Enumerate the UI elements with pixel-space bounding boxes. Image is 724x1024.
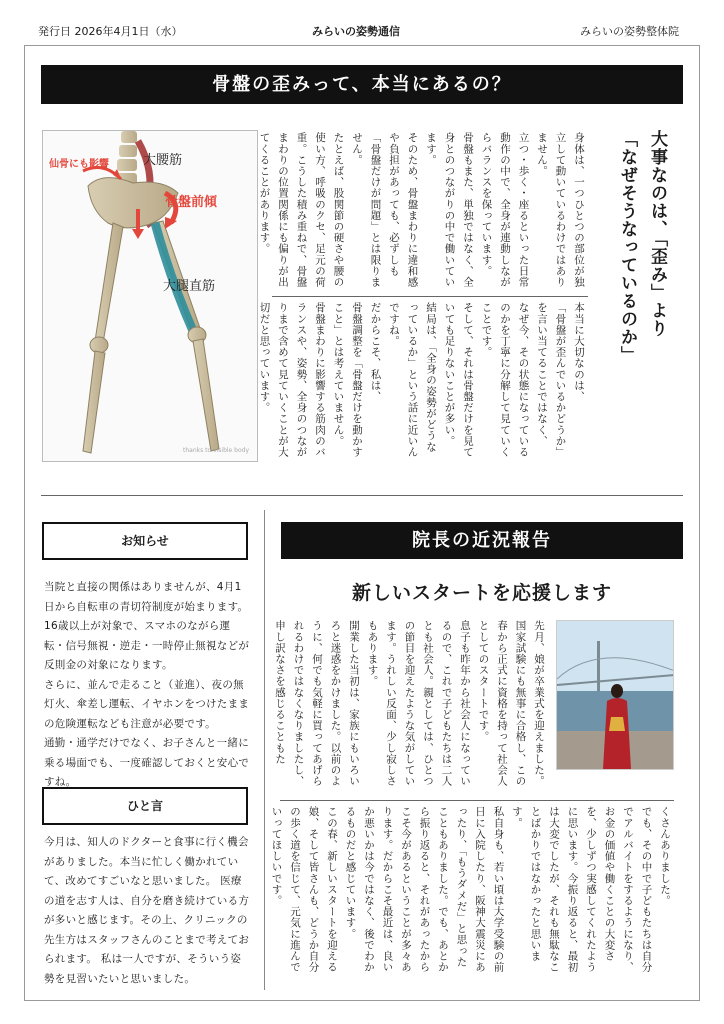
top-banner: 骨盤の歪みって、本当にあるの？ (41, 65, 683, 104)
divider-director (280, 800, 674, 801)
issue-date: 発行日 2026年4月1日（水） (38, 25, 183, 38)
director-body-upper: 先月、娘が卒業式を迎えました。国家試験にも無事に合格し、この春から正式に資格を持って社会人としてのスタートです。 息子も昨年から社会人になっているので、これで子どもたちは二人とも社会人。親としては、ひとつの節目を迎えたような気がしています。うれしい反面、少し寂しさもあります。 開業した当初は、家族にもいろいろと迷惑をかけました。以前のように、何でも気軽に買ってあげられるわけではなくなりましたし、申し訳なさを感じることもた (274, 620, 545, 787)
top-body-lower: 本当に大切なのは、 「骨盤が歪んでいるかどうか」を言い当てることではなく、 なぜ今、その状態になっているのかを丁寧に分解して見ていくことです。 そして、それは骨盤だけを見ていても足りないことが多い。 結局は、「全身の姿勢がどうなっているか」という話に近いんですね。 だからこそ、私は、 骨盤調整を「骨盤だけを動かすこと」とは考えていません。 骨盤まわりに影響する筋肉のバランスや、姿勢、全身のつながりまで含めて見ていくことが大切だと思っています。 (258, 302, 585, 458)
news-body (44, 578, 250, 793)
graduation-photo (556, 620, 674, 770)
top-body-upper: 身体は、一つひとつの部位が独立して動いているわけではありません。 立つ・歩く・座るといった日常動作の中で、全身が連動しながらバランスを保っています。 骨盤もまた、単独ではなく、全身とのつながりの中で働いています。 そのため、骨盤まわりに違和感や負担があっても、必ずしも「骨盤だけが問題」とは限りません。 たとえば、股関節の硬さや腰の使い方、呼吸のクセ、足元の荷重。こうした積み重ねで、骨盤まわりの位置関係にも偏りが出てくることがあります。 (258, 132, 585, 288)
news-box-title: お知らせ (42, 522, 248, 560)
section-divider (41, 495, 683, 496)
bridge-kimono-photo (557, 621, 674, 770)
pelvis-anatomy-illustration (43, 131, 257, 461)
column-divider (264, 510, 265, 990)
left-femur-shape (95, 223, 123, 343)
label-rectus-femoris: 大腿直筋 (163, 279, 216, 294)
label-sacrum: 仙骨にも影響 (49, 159, 109, 170)
label-psoas: 大腰筋 (143, 153, 183, 168)
news-paragraph: 当院と直接の関係はありませんが、4月1日から自転車の青切符制度が始まります。 (44, 581, 249, 613)
top-headline: 大事なのは、「歪み」より 「なぜそうなっているのか」 (617, 130, 667, 364)
label-pelvic-tilt: 骨盤前傾 (165, 195, 218, 210)
news-paragraph: さらに、並んで走ること（並進）、夜の無灯火、傘差し運転、イヤホンをつけたままの危険運転なども注意が必要です。 (44, 678, 250, 730)
right-shin-shape (193, 339, 219, 451)
pelvis-figure (42, 130, 258, 462)
news-paragraph: 通勤・通学だけでなく、お子さんと一緒に乗る場面でも、一度確認しておくと安心ですね。 (44, 737, 250, 788)
newsletter-title: みらいの姿勢通信 (312, 25, 400, 38)
word-box-title: ひと言 (42, 787, 248, 825)
director-banner: 院長の近況報告 (281, 522, 683, 559)
figure-credit: thanks to visible body (183, 447, 249, 454)
divider-top (272, 296, 588, 297)
word-body (44, 833, 250, 989)
word-paragraph: 今月は、知人のドクターと食事に行く機会がありました。本当に忙しく働かれていて、改めてすごいなと思いました。 医療の道を志す人は、自分を磨き続けている方が多いと感じます。その上、クリニックの先生方はスタッフさんのことまで考えておられます。 私は一人ですが、そういう姿勢を見習いたいと思いました。 (44, 836, 250, 985)
left-shin-shape (83, 351, 105, 453)
news-paragraph: 16歳以上が対象で、スマホのながら運転・信号無視・逆走・一時停止無視などが反則金の対象になります。 (44, 620, 250, 671)
director-body-lower: くさんありました。 でも、その中で子どもたちは自分でアルバイトをするようになり、お金の価値や働くことの大変さを、少しずつ実感してくれたように思います。今振り返ると、最初は大変でしたが、それも無駄なことばかりではなかったと思います。 私自身も、若い頃は大学受験の前日に入院したり、阪神大震災にあったり、「もうダメだ」と思ったこともありました。でも、あとから振り返ると、それがあったからこそ今があるということが多々あります。だからこそ最近は、良いか悪いかは今ではなく、後でわかるものだと感じています。 この春、新しいスタートを迎える娘、そして皆さんも、どうか自分の歩く道を信じて、元気に進んでいってほしいです。 (270, 806, 671, 973)
clinic-name: みらいの姿勢整体院 (580, 25, 679, 38)
director-headline: 新しいスタートを応援します (351, 582, 612, 604)
